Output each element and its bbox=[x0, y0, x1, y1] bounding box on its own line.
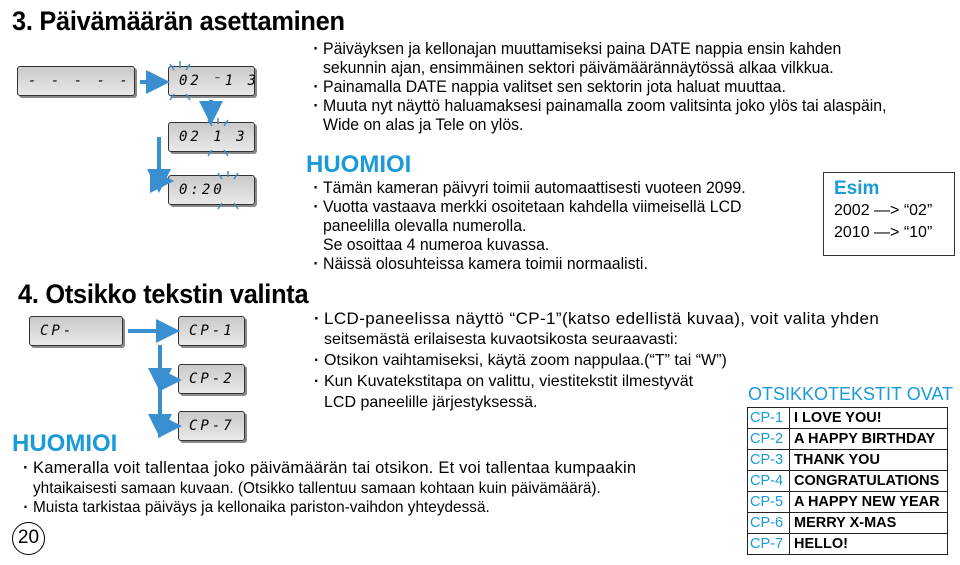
note-line: paneelilla olevalla numerolla. bbox=[323, 217, 527, 235]
note-line: · Kameralla voit tallentaa joko päivämäärän tai otsikon. Et voi tallentaa kumpaakin bbox=[33, 458, 636, 479]
caption-text: I LOVE YOU! bbox=[790, 408, 948, 429]
example-line: 2010 —> “10” bbox=[834, 224, 933, 241]
instruction-line: Wide on alas ja Tele on ylös. bbox=[323, 116, 524, 134]
lcd-cp-blank: CP- bbox=[29, 316, 123, 346]
note-line: · Tämän kameran päivyri toimii automaattisesti vuoteen 2099. bbox=[323, 179, 746, 198]
caption-text: MERRY X-MAS bbox=[790, 513, 948, 534]
section4-title: 4. Otsikko tekstin valinta bbox=[18, 279, 309, 309]
section3-title: 3. Päivämäärän asettaminen bbox=[12, 6, 345, 36]
blink-icon bbox=[170, 61, 238, 209]
lcd-date-blinking-month: 02 ⁻1 3 bbox=[168, 66, 255, 96]
caption-code: CP-2 bbox=[748, 429, 790, 450]
caption-text: CONGRATULATIONS bbox=[790, 471, 948, 492]
note-line: · Muista tarkistaa päiväys ja kellonaika pariston-vaihdon yhteydessä. bbox=[33, 498, 612, 517]
instruction-line: · Painamalla DATE nappia valitset sen sektorin jota haluat muuttaa. bbox=[323, 78, 887, 97]
caption-code: CP-7 bbox=[748, 534, 790, 555]
caption-code: CP-4 bbox=[748, 471, 790, 492]
example-line: 2002 —> “02” bbox=[834, 202, 933, 219]
example-title: Esim bbox=[834, 178, 880, 199]
lcd-date-blank: - - - - - - bbox=[17, 66, 135, 96]
instruction-line: seitsemästä erilaisesta kuvaotsikosta seuraavasti: bbox=[324, 331, 678, 348]
lcd-date-blinking-day: 02 1 3 bbox=[168, 122, 255, 152]
caption-text: HELLO! bbox=[790, 534, 948, 555]
caption-text: A HAPPY BIRTHDAY bbox=[790, 429, 948, 450]
caption-code: CP-3 bbox=[748, 450, 790, 471]
caption-code: CP-5 bbox=[748, 492, 790, 513]
caption-code: CP-1 bbox=[748, 408, 790, 429]
bottom-huomio-title: HUOMIOI bbox=[12, 430, 118, 457]
note-line: · Näissä olosuhteissa kamera toimii normaalisti. bbox=[323, 255, 746, 274]
instruction-line: · Päiväyksen ja kellonajan muuttamiseksi paina DATE nappia ensin kahden bbox=[323, 40, 887, 59]
caption-code: CP-6 bbox=[748, 513, 790, 534]
instruction-line: sekunnin ajan, ensimmäinen sektori päivämäärännäytössä alkaa vilkkua. bbox=[323, 59, 834, 77]
instruction-line: · Muuta nyt näyttö haluamaksesi painamalla zoom valitsinta joko ylös tai alaspäin, bbox=[323, 97, 887, 116]
caption-text: A HAPPY NEW YEAR bbox=[790, 492, 948, 513]
caption-text: THANK YOU bbox=[790, 450, 948, 471]
lcd-cp-7: CP-7 bbox=[178, 411, 245, 441]
instruction-line: · Kun Kuvatekstitapa on valittu, viestitekstit ilmestyvät bbox=[324, 371, 879, 392]
instruction-line: · LCD-paneelissa näyttö “CP-1”(katso edellistä kuvaa), voit valita yhden bbox=[324, 308, 879, 329]
section3-huomio-title: HUOMIOI bbox=[306, 151, 412, 178]
note-line: · Vuotta vastaava merkki osoitetaan kahdella viimeisellä LCD bbox=[323, 198, 746, 217]
note-line: yhtaikaisesti samaan kuvaan. (Otsikko tallentuu samaan kohtaan kuin päivämäärä). bbox=[33, 480, 601, 497]
lcd-cp-1: CP-1 bbox=[178, 316, 245, 346]
lcd-cp-2: CP-2 bbox=[178, 364, 245, 394]
note-line: Se osoittaa 4 numeroa kuvassa. bbox=[323, 236, 550, 254]
lcd-date-blinking-year: 0:20 bbox=[168, 175, 255, 205]
instruction-line: · Otsikon vaihtamiseksi, käytä zoom nappulaa.(“T” tai “W”) bbox=[324, 350, 879, 371]
instruction-line: LCD paneelille järjestyksessä. bbox=[324, 394, 538, 411]
page-number: 20 bbox=[12, 522, 45, 555]
caption-list-title: OTSIKKOTEKSTIT OVAT bbox=[748, 384, 954, 404]
